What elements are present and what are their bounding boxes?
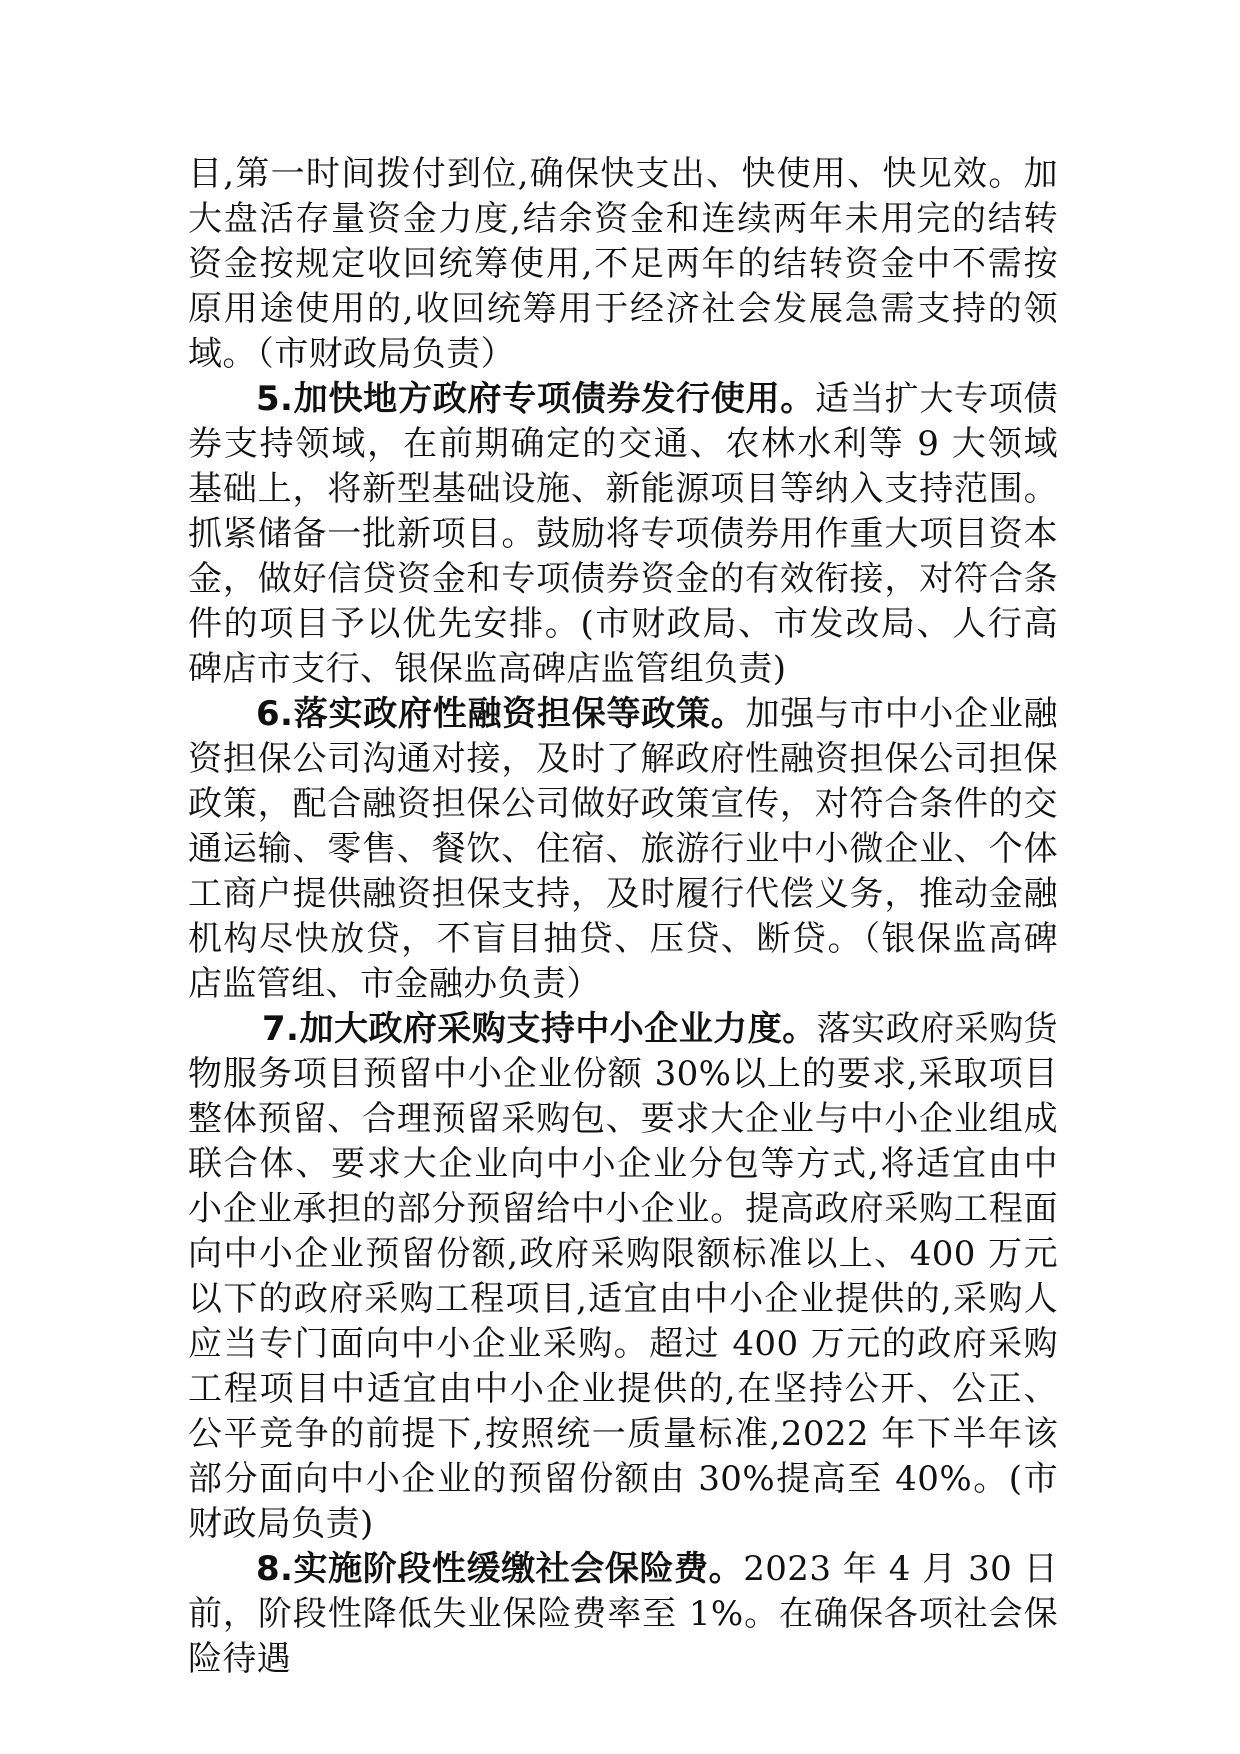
paragraph-text: 适当扩大专项债券支持领域，在前期确定的交通、农林水利等 9 大领域基础上，将新型基础设施、新能源项目等纳入支持范围。抓紧储备一批新项目。鼓励将专项债券用作重大项目资本金，做好信贷资金和专项债券资金的有效衔接，对符合条件的项目予以优先安排。(市财政局、市发改局、人行高碑店市支行、银保监高碑店监管组负责) [188,379,1058,689]
item-heading: 8.实施阶段性缓缴社会保险费。 [256,1549,744,1589]
item-heading: 7.加大政府采购支持中小企业力度。 [262,1009,817,1049]
item-heading: 5.加快地方政府专项债券发行使用。 [256,379,816,419]
paragraph-continuation [188,152,1058,377]
paragraph-item-6 [188,692,1058,1007]
paragraph-text: 加强与市中小企业融资担保公司沟通对接，及时了解政府性融资担保公司担保政策，配合融资担保公司做好政策宣传，对符合条件的交通运输、零售、餐饮、住宿、旅游行业中小微企业、个体工商户提供融资担保支持，及时履行代偿义务，推动金融机构尽快放贷，不盲目抽贷、压贷、断贷。（银保监高碑店监管组、市金融办负责） [188,694,1058,1004]
paragraph-item-5 [188,377,1058,692]
paragraph-item-8 [188,1547,1058,1682]
paragraph-text: 2023 年 4 月 30 日前，阶段性降低失业保险费率至 1%。在确保各项社会保险待遇 [188,1549,1058,1679]
document-body [188,152,1058,1682]
item-heading: 6.落实政府性融资担保等政策。 [256,694,746,734]
paragraph-text: 落实政府采购货物服务项目预留中小企业份额 30%以上的要求,采取项目整体预留、合理预留采购包、要求大企业与中小企业组成联合体、要求大企业向中小企业分包等方式,将适宜由中小企业承担的部分预留给中小企业。提高政府采购工程面向中小企业预留份额,政府采购限额标准以上、400 万元以下的政府采购工程项目,适宜由中小企业提供的,采购人应当专门面向中小企业采购。超过 400 万元的政府采购工程项目中适宜由中小企业提供的,在坚持公开、公正、公平竞争的前提下,按照统一质量标准,2022 年下半年该部分面向中小企业的预留份额由 30%提高至 40%。(市财政局负责) [188,1009,1058,1544]
paragraph-text: 目,第一时间拨付到位,确保快支出、快使用、快见效。加大盘活存量资金力度,结余资金和连续两年未用完的结转资金按规定收回统筹使用,不足两年的结转资金中不需按原用途使用的,收回统筹用于经济社会发展急需支持的领域。（市财政局负责） [188,154,1058,374]
paragraph-item-7 [188,1007,1058,1547]
